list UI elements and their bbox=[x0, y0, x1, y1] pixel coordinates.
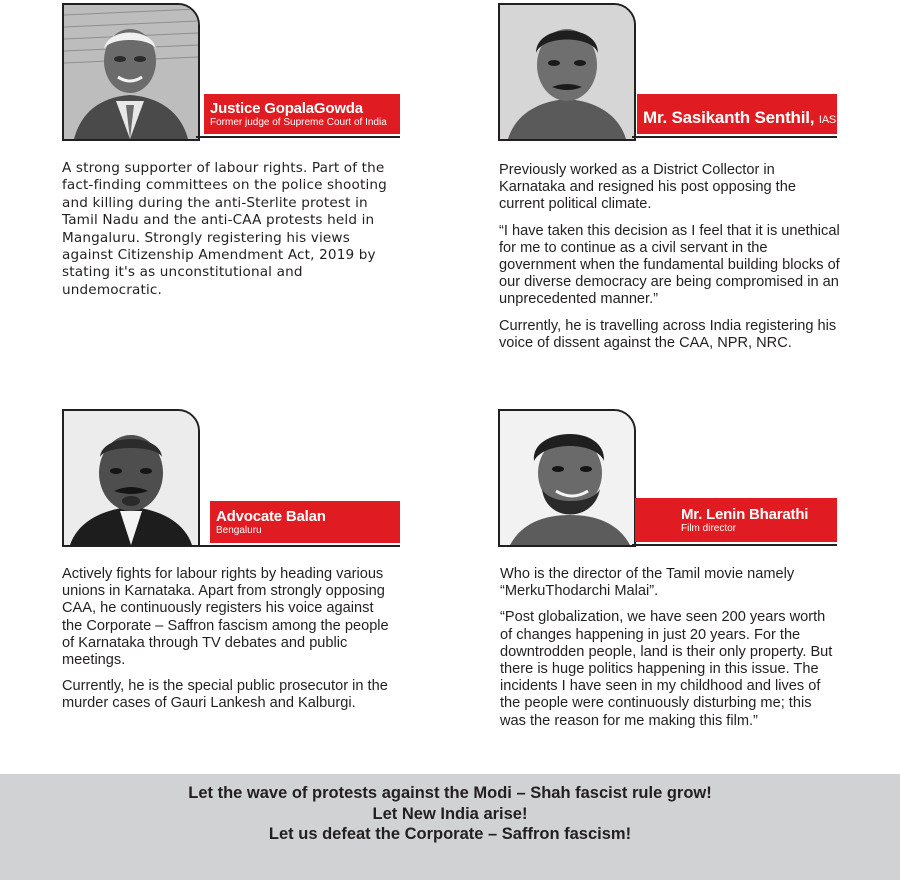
name-tab-senthil bbox=[637, 94, 837, 134]
profile-bio-senthil bbox=[499, 162, 844, 361]
bio-paragraph: Currently, he is the special public prosecutor in the murder cases of Gauri Lankesh and Kalburgi. bbox=[62, 678, 388, 712]
bio-paragraph: Actively fights for labour rights by heading various unions in Karnataka. Apart from strongly opposing CAA, he continuously registers his voice against the Corporate – Saffron fascism among the people of Karnataka through TV debates and public meetings. bbox=[62, 566, 389, 669]
bio-paragraph: Who is the director of the Tamil movie namely “MerkuThodarchi Malai”. bbox=[500, 566, 795, 600]
profile-photo-balan bbox=[62, 409, 200, 547]
divider-line bbox=[632, 544, 837, 546]
profile-photo-gopalagowda bbox=[62, 3, 200, 141]
portrait-image bbox=[64, 411, 198, 545]
profile-name: Advocate Balan bbox=[216, 507, 326, 525]
name-tab-gopalagowda bbox=[204, 94, 400, 134]
profile-designation: Former judge of Supreme Court of India bbox=[210, 116, 387, 128]
bio-quote: “Post globalization, we have seen 200 years worth of changes happening in just 20 years. For the downtrodden people, land is their only property. But there is huge politics happening in this issue. The incidents I have seen in my childhood and lives of the people were continuously disturbing me; this was the reason for me making this film.” bbox=[500, 609, 833, 729]
name-tab-bharathi bbox=[635, 498, 837, 542]
divider-line bbox=[196, 136, 400, 138]
divider-line bbox=[196, 545, 400, 547]
slogan-banner bbox=[0, 774, 900, 880]
portrait-image bbox=[500, 5, 634, 139]
bio-quote: “I have taken this decision as I feel that it is unethical for me to continue as a civil servant in the government when the fundamental building blocks of our diverse democracy are being compromised in an unprecedented manner.” bbox=[499, 222, 840, 308]
profile-photo-bharathi bbox=[498, 409, 636, 547]
bio-paragraph: Previously worked as a District Collector in Karnataka and resigned his post opposing the current political climate. bbox=[499, 162, 796, 213]
bio-paragraph: Currently, he is travelling across India registering his voice of dissent against the CAA, NPR, NRC. bbox=[499, 317, 837, 351]
profile-bio-gopalagowda bbox=[62, 160, 402, 308]
slogan-line: Let the wave of protests against the Modi – Shah fascist rule grow! bbox=[188, 784, 712, 802]
profile-name: Justice GopalaGowda bbox=[210, 99, 363, 117]
profile-designation: Bengaluru bbox=[216, 524, 262, 536]
profile-name: Mr. Sasikanth Senthil, bbox=[643, 108, 815, 127]
slogan-line: Let New India arise! bbox=[372, 804, 528, 823]
profile-bio-balan bbox=[62, 566, 397, 722]
profile-photo-senthil bbox=[498, 3, 636, 141]
portrait-image bbox=[500, 411, 634, 545]
profile-name: Mr. Lenin Bharathi bbox=[681, 505, 809, 523]
bio-paragraph: A strong supporter of labour rights. Part of the fact-finding committees on the police shooting and killing during the anti-Sterlite protest in Tamil Nadu and the anti-CAA protests held in Mangaluru. Strongly registering his views against Citizenship Amendment Act, 2019 by stating it's as unconstitutional and undemocratic. bbox=[62, 160, 387, 298]
profile-designation: Film director bbox=[681, 522, 737, 534]
name-tab-balan bbox=[210, 501, 400, 543]
portrait-image bbox=[64, 5, 198, 139]
profile-name-suffix: IAS bbox=[818, 114, 836, 126]
profile-bio-bharathi bbox=[500, 566, 840, 739]
divider-line bbox=[632, 136, 837, 138]
slogan-line: Let us defeat the Corporate – Saffron fascism! bbox=[268, 825, 632, 843]
